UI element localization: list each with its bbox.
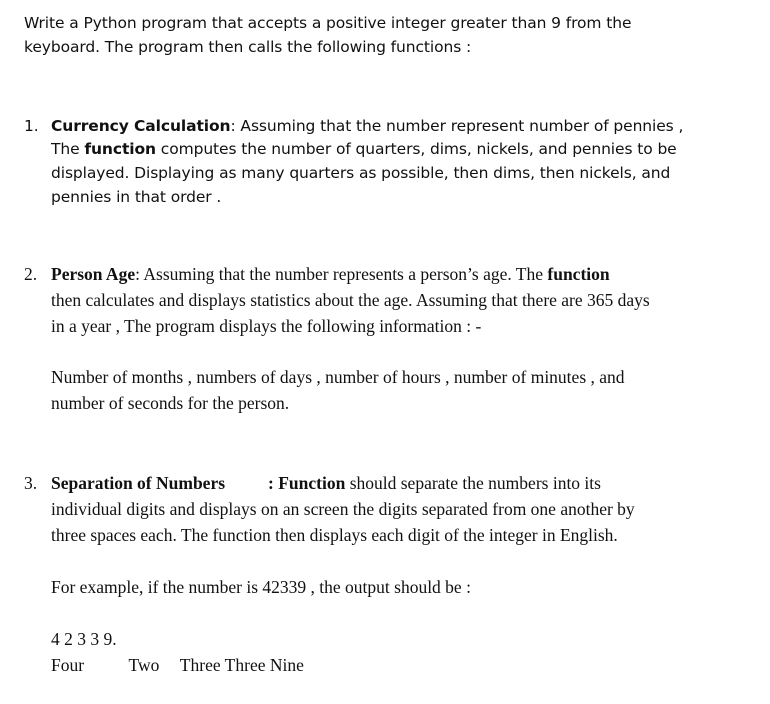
item-2-number: 2. — [24, 264, 38, 284]
item-3-line-3: three spaces each. The function then displays each digit of the integer in English. — [51, 525, 618, 545]
item-2-line-3: in a year , The program displays the following information : - — [51, 316, 482, 336]
item-3-digits: 4 2 3 3 9. — [51, 629, 117, 649]
item-3-title — [51, 473, 225, 494]
item-2-line-2: then calculates and displays statistics about the age. Assuming that there are 365 days — [51, 290, 650, 310]
digit-word-3: Three — [179, 655, 221, 675]
item-2-line-5: number of seconds for the person. — [51, 393, 290, 413]
item-2-function-bold: function — [547, 264, 610, 284]
item-1-text-1: Assuming that the number represent number of pennies , — [235, 117, 684, 135]
item-3-line-2: individual digits and displays on an screen the digits separated from one another by — [51, 499, 635, 519]
intro-line-1: Write a Python program that accepts a positive integer greater than 9 from the — [24, 14, 632, 32]
item-1-title-suffix: : — [230, 117, 236, 135]
item-2-line-1 — [51, 264, 610, 285]
item-1-line-2-post: computes the number of quarters, dims, nickels, and pennies to be — [155, 140, 677, 158]
item-1-number: 1. — [24, 117, 39, 135]
item-3-function-bold: : Function — [268, 473, 346, 493]
item-3-example: For example, if the number is 42339 , the output should be : — [51, 577, 471, 597]
item-1-line-2 — [51, 140, 677, 158]
digit-word-5: Nine — [269, 655, 304, 675]
item-2-line-4: Number of months , numbers of days , number of hours , number of minutes , and — [51, 367, 625, 387]
item-1-line-4: pennies in that order . — [51, 188, 222, 206]
item-3-line-1 — [268, 473, 601, 494]
item-1-function-bold: function — [84, 140, 156, 158]
item-1-line-1 — [51, 117, 683, 135]
item-1-line-3: displayed. Displaying as many quarters as possible, then dims, then nickels, and — [51, 164, 671, 182]
item-2-title: Person Age — [51, 264, 136, 284]
item-2-line-1-mid: : Assuming that the number represents a person’s age. The — [135, 264, 548, 284]
digit-word-1: Four — [51, 655, 85, 675]
item-3-title-text: Separation of Numbers — [51, 473, 226, 493]
item-1-title: Currency Calculation — [51, 117, 231, 135]
digit-word-4: Three — [224, 655, 266, 675]
item-3-number: 3. — [24, 473, 38, 493]
item-3-words — [51, 655, 304, 676]
intro-line-2: keyboard. The program then calls the following functions : — [24, 38, 472, 56]
item-1-line-2-pre: The — [51, 140, 85, 158]
digit-word-2: Two — [128, 655, 160, 675]
item-3-line-1-post: should separate the numbers into its — [345, 473, 601, 493]
